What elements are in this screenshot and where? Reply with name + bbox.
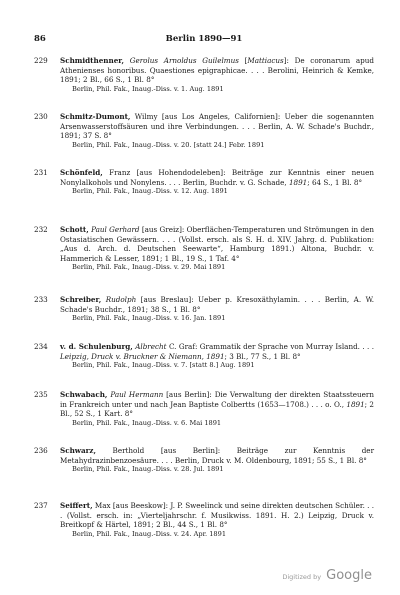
author-given-name: Albrecht [135,342,167,351]
entry-citation [60,501,374,530]
bibliography-entry [34,56,374,94]
author-given-name: Paul Gerhard [91,225,140,234]
citation-text: ; 64 S., 1 Bl. 8° [307,177,363,187]
entry-citation [60,390,374,419]
dissertation-note: Berlin, Phil. Fak., Inaug.-Diss. v. 7. [statt 8.] Aug. 1891 [72,361,255,370]
bibliography-entry [34,225,374,273]
entry-citation [60,225,374,263]
author-surname: Schwabach, [60,390,108,399]
citation-text: Max [aus Beeskow]: J. P. Sweelinck und seine direkten deutschen Schüler. . . . (Vollst. ersch. in: „Vierteljahrschr. f. Musikwiss. 1891. H. 2.) Leipzig, Druck v. Breitkopf & Härtel, 1891; 2 Bl., 44 S., 1 Bl. 8° [60,501,374,530]
entry-number: 235 [34,390,48,399]
entry-citation [60,112,374,141]
google-logo: Google [326,568,372,583]
citation-italic: Mattiacus [247,56,284,65]
entry-number: 232 [34,225,48,234]
entry-citation [60,56,374,85]
citation-text: ; 2 Bl., 52 S., 1 Kart. 8° [60,399,375,419]
author-surname: Schwarz, [60,446,97,455]
author-surname: v. d. Schulenburg, [60,342,133,351]
author-surname: Schott, [60,225,89,234]
entry-number: 230 [34,112,48,121]
citation-italic: 1891 [288,177,308,187]
entry-number: 237 [34,501,48,510]
entry-number: 236 [34,446,48,455]
citation-text: [aus Breslau]: Ueber p. Kresoxäthylamin. . . . Berlin, A. W. Schade's Buchdr., 1891; 38 S., 1 Bl. 8° [60,295,374,314]
author-surname: Schmitz-Dumont, [60,112,131,121]
bibliography-entry [34,390,374,428]
page-number: 86 [34,34,46,44]
author-given-name: Rudolph [105,295,137,304]
citation-text: ]: De coronarum apud Athenienses honoribus. Quaestiones epigraphicae. . . . Berolini, Heinrich & Kemke, 1891; 2 Bl., 66 S., 1 Bl. 8° [60,56,374,85]
dissertation-note: Berlin, Phil. Fak., Inaug.-Diss. v. 29. Mai 1891 [72,263,226,272]
digitized-watermark [282,564,372,583]
dissertation-note: Berlin, Phil. Fak., Inaug.-Diss. v. 12. Aug. 1891 [72,187,228,196]
entry-number: 234 [34,342,48,351]
citation-text: [ [238,56,248,65]
page-header [34,34,374,46]
citation-text: Berthold [aus Berlin]: Beiträge zur Kenntnis der Metahydrazinbenzoesäure. . . . Berlin, Druck v. M. Oldenbourg, 1891; 55 S., 1 Bl. 8° [60,446,374,465]
bibliography-entry [34,501,374,539]
author-surname: Schmidthenner, [60,56,125,65]
dissertation-note: Berlin, Phil. Fak., Inaug.-Diss. v. 16. Jan. 1891 [72,314,226,323]
author-surname: Schreiber, [60,295,102,304]
citation-text: [aus Greiz]: Oberflächen-Temperaturen und Strömungen in den Ostasiatischen Gewässern. . . . (Vollst. ersch. als S. H. d. XIV. Jahrg. d. Publikation: „Aus d. Arch. d. Deutschen Seewarte“, Hamburg 1891.) Altona, Buchdr. v. Hammerich & Lesser, 1891; 1 Bl., 19 S., 1 Taf. 4° [60,225,374,263]
bibliography-entry [34,342,374,371]
author-given-name: Gerolus Arnoldus Guilelmus [129,56,239,65]
citation-italic: 1891 [346,399,365,409]
entry-number: 233 [34,295,48,304]
dissertation-note: Berlin, Phil. Fak., Inaug.-Diss. v. 6. Mai 1891 [72,418,222,427]
dissertation-note: Berlin, Phil. Fak., Inaug.-Diss. v. 20. [statt 24.] Febr. 1891 [72,140,265,149]
citation-text: C. Graf: Grammatik der Sprache von Murray Island. . . . [166,342,374,351]
entry-number: 231 [34,168,48,177]
dissertation-note: Berlin, Phil. Fak., Inaug.-Diss. v. 24. Apr. 1891 [72,529,227,538]
running-title: Berlin 1890—91 [165,34,243,44]
bibliography-entry [34,295,374,324]
citation-text: [aus Berlin]: Die Verwaltung der direkten Staatssteuern in Frankreich unter und nach Jean Baptiste Colbertts (1653—1708.) . . . o. O., [60,390,374,409]
bibliography-entry [34,168,374,197]
dissertation-note: Berlin, Phil. Fak., Inaug.-Diss. v. 28. Jul. 1891 [72,465,224,474]
bibliography-entry [34,112,374,150]
citation-text: Wilmy [aus Los Angeles, Californien]: Ueber die sogenannten Arsenwasserstoffsäuren und ihre Verbindungen. . . . Berlin, A. W. Schade's Buchdr., 1891; 37 S. 8° [60,112,374,141]
entry-citation [60,342,374,361]
entry-citation [60,446,374,465]
citation-text: ; 3 Bl., 77 S., 1 Bl. 8° [224,351,301,361]
author-surname: Schönfeld, [60,168,103,177]
dissertation-note: Berlin, Phil. Fak., Inaug.-Diss. v. 1. Aug. 1891 [72,84,224,93]
entry-citation [60,295,374,314]
digitized-label: Digitized by [282,573,322,581]
author-given-name: Paul Hermann [110,390,164,399]
author-surname: Seiffert, [60,501,93,510]
citation-italic: Leipzig, Druck v. Bruckner & Niemann, 1891 [60,351,225,361]
bibliography-entry [34,446,374,475]
entry-citation [60,168,374,187]
citation-text: Franz [aus Hohendodeleben]: Beiträge zur Kenntnis einer neuen Nonylalkohols und Nonylens. . . . Berlin, Buchdr. v. G. Schade, [60,168,374,187]
entry-number: 229 [34,56,48,65]
